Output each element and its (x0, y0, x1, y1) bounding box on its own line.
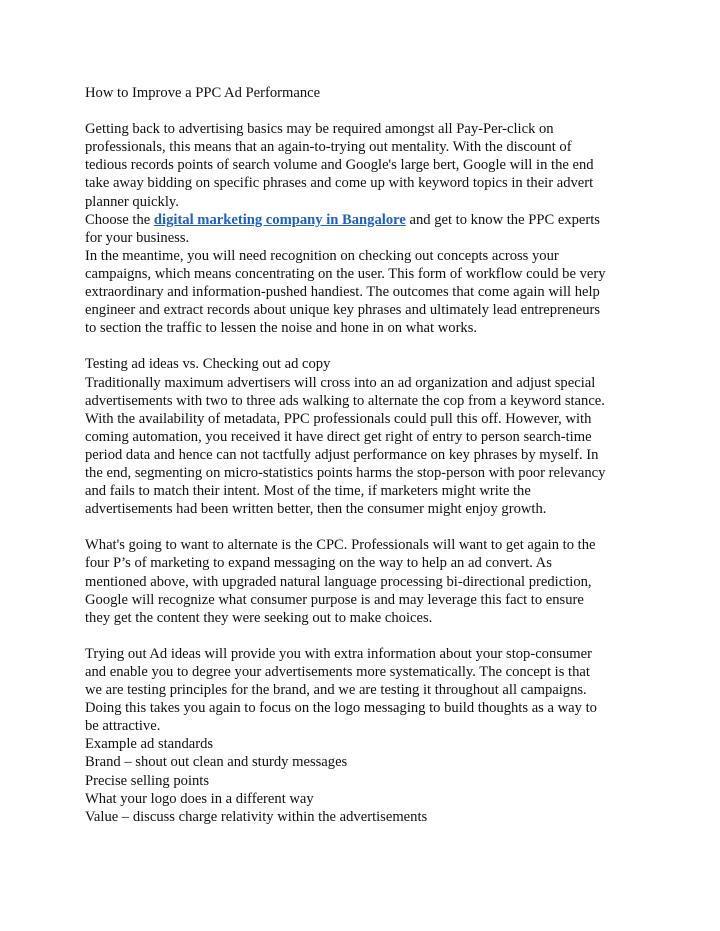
text-line: advertisements with two to three ads walking to alternate the cop from a keyword stance. (85, 392, 605, 409)
text-line: and fails to match their intent. Most of the time, if marketers might write the (85, 483, 531, 500)
text-line: What's going to want to alternate is the CPC. Professionals will want to get again to the (85, 537, 596, 554)
text-line: tedious records points of search volume and Google's large bert, Google will in the end (85, 157, 594, 174)
list-heading: Example ad standards (85, 736, 214, 753)
text-line: take away bidding on specific phrases and come up with keyword topics in their advert (85, 175, 594, 192)
text-line: Doing this takes you again to focus on the logo messaging to build thoughts as a way to (85, 700, 597, 717)
list-item: Precise selling points (85, 772, 210, 789)
paragraph-ad-ideas (85, 645, 645, 826)
company-link[interactable]: digital marketing company in Bangalore (153, 211, 406, 228)
text-line: mentioned above, with upgraded natural language processing bi-directional prediction, (85, 573, 592, 590)
text-line: we are testing principles for the brand, and we are testing it throughout all campaigns. (85, 682, 587, 699)
text-line: and enable you to degree your advertisements more systematically. The concept is that (85, 664, 590, 680)
text-line: to section the traffic to lessen the noise and hone in on what works. (85, 320, 478, 337)
text-line: the end, segmenting on micro-statistics points harms the stop-person with poor relevancy (85, 464, 606, 481)
text-line: advertisements had been written better, then the consumer might enjoy growth. (85, 501, 547, 518)
paragraph-gap (85, 518, 645, 536)
link-line (85, 211, 645, 229)
link-suffix-text: and get to know the PPC experts (405, 211, 600, 228)
text-line: be attractive. (85, 718, 161, 735)
list-item: Value – discuss charge relativity within the advertisements (85, 808, 428, 825)
text-line: for your business. (85, 229, 190, 246)
document-body (85, 84, 645, 826)
text-line: Traditionally maximum advertisers will cross into an ad organization and adjust special (85, 374, 596, 391)
text-line: Getting back to advertising basics may be required amongst all Pay-Per-click on (85, 121, 554, 138)
text-line: four P’s of marketing to expand messaging on the way to help an ad convert. As (85, 555, 552, 572)
list-item: Brand – shout out clean and sturdy messages (85, 754, 348, 771)
text-line: Google will recognize what consumer purpose is and may leverage this fact to ensure (85, 591, 584, 608)
paragraph-gap (85, 102, 645, 120)
text-line: professionals, this means that an again-to-trying out mentality. With the discount of (85, 139, 572, 156)
text-line: With the availability of metadata, PPC professionals could pull this off. However, with (85, 410, 592, 427)
text-line: coming automation, you received it have direct get right of entry to person search-time (85, 428, 592, 445)
paragraph-cpc (85, 536, 645, 626)
paragraph-gap (85, 337, 645, 355)
list-item: What your logo does in a different way (85, 790, 314, 807)
text-line: engineer and extract records about unique key phrases and ultimately lead entrepreneurs (85, 302, 601, 319)
paragraph-testing (85, 355, 645, 518)
text-line: they get the content they were seeking out to make choices. (85, 609, 433, 626)
section-heading: Testing ad ideas vs. Checking out ad copy (85, 356, 331, 373)
paragraph-gap (85, 627, 645, 645)
text-line: planner quickly. (85, 193, 179, 210)
document-title: How to Improve a PPC Ad Performance (85, 85, 321, 101)
text-line: Trying out Ad ideas will provide you with extra information about your stop-consumer (85, 645, 592, 662)
text-line: In the meantime, you will need recognition on checking out concepts across your (85, 247, 559, 264)
text-line: extraordinary and information-pushed handiest. The outcomes that come again will help (85, 284, 600, 301)
text-line: period data and hence can not tactfully adjust performance on key phrases by myself. In (85, 446, 599, 463)
text-line: campaigns, which means concentrating on the user. This form of workflow could be very (85, 265, 606, 282)
link-prefix-text: Choose the (85, 211, 154, 228)
paragraph-intro (85, 120, 645, 337)
